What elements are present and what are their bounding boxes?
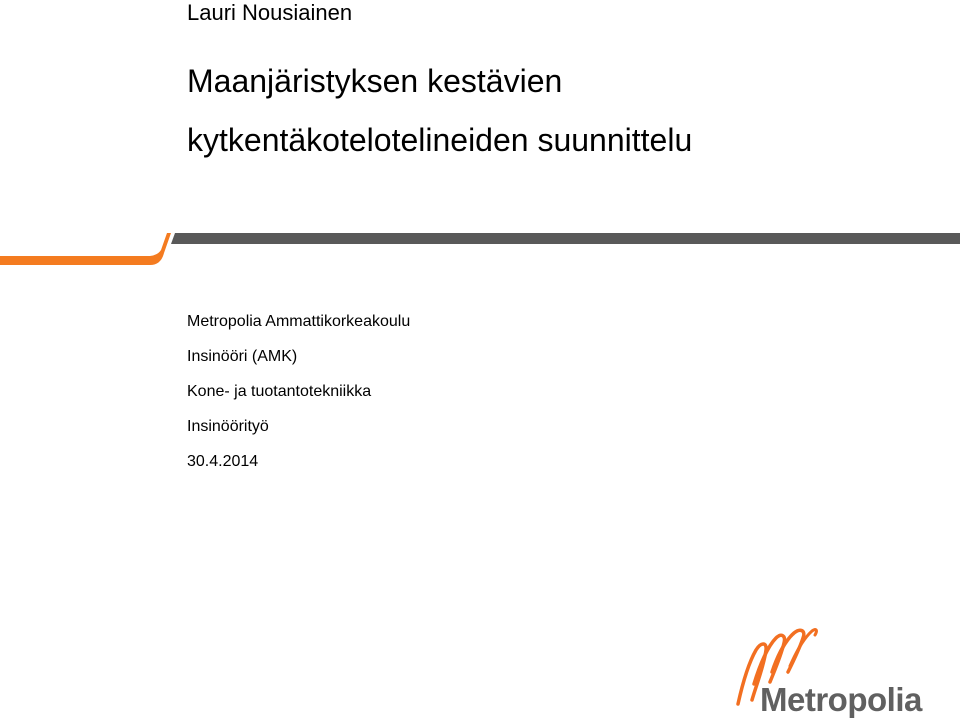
date-text: 30.4.2014 — [187, 453, 259, 470]
degree-text: Insinööri (AMK) — [187, 348, 298, 365]
divider-gray-segment — [171, 233, 960, 244]
institution-text: Metropolia Ammattikorkeakoulu — [187, 313, 411, 330]
thesis-title-line-1: Maanjäristyksen kestävien — [187, 63, 563, 99]
author-name: Lauri Nousiainen — [187, 0, 353, 25]
thesis-details — [187, 313, 410, 488]
programme-text: Kone- ja tuotantotekniikka — [187, 383, 372, 400]
thesis-title-line-2: kytkentäkotelotelineiden suunnittelu — [187, 122, 693, 158]
metropolia-logo — [734, 624, 922, 721]
thesis-type-text: Insinöörityö — [187, 418, 269, 435]
metropolia-logo-text: Metropolia — [760, 681, 922, 718]
divider-orange-segment — [0, 233, 171, 265]
title-divider-band — [0, 228, 960, 268]
thesis-title — [187, 52, 692, 170]
